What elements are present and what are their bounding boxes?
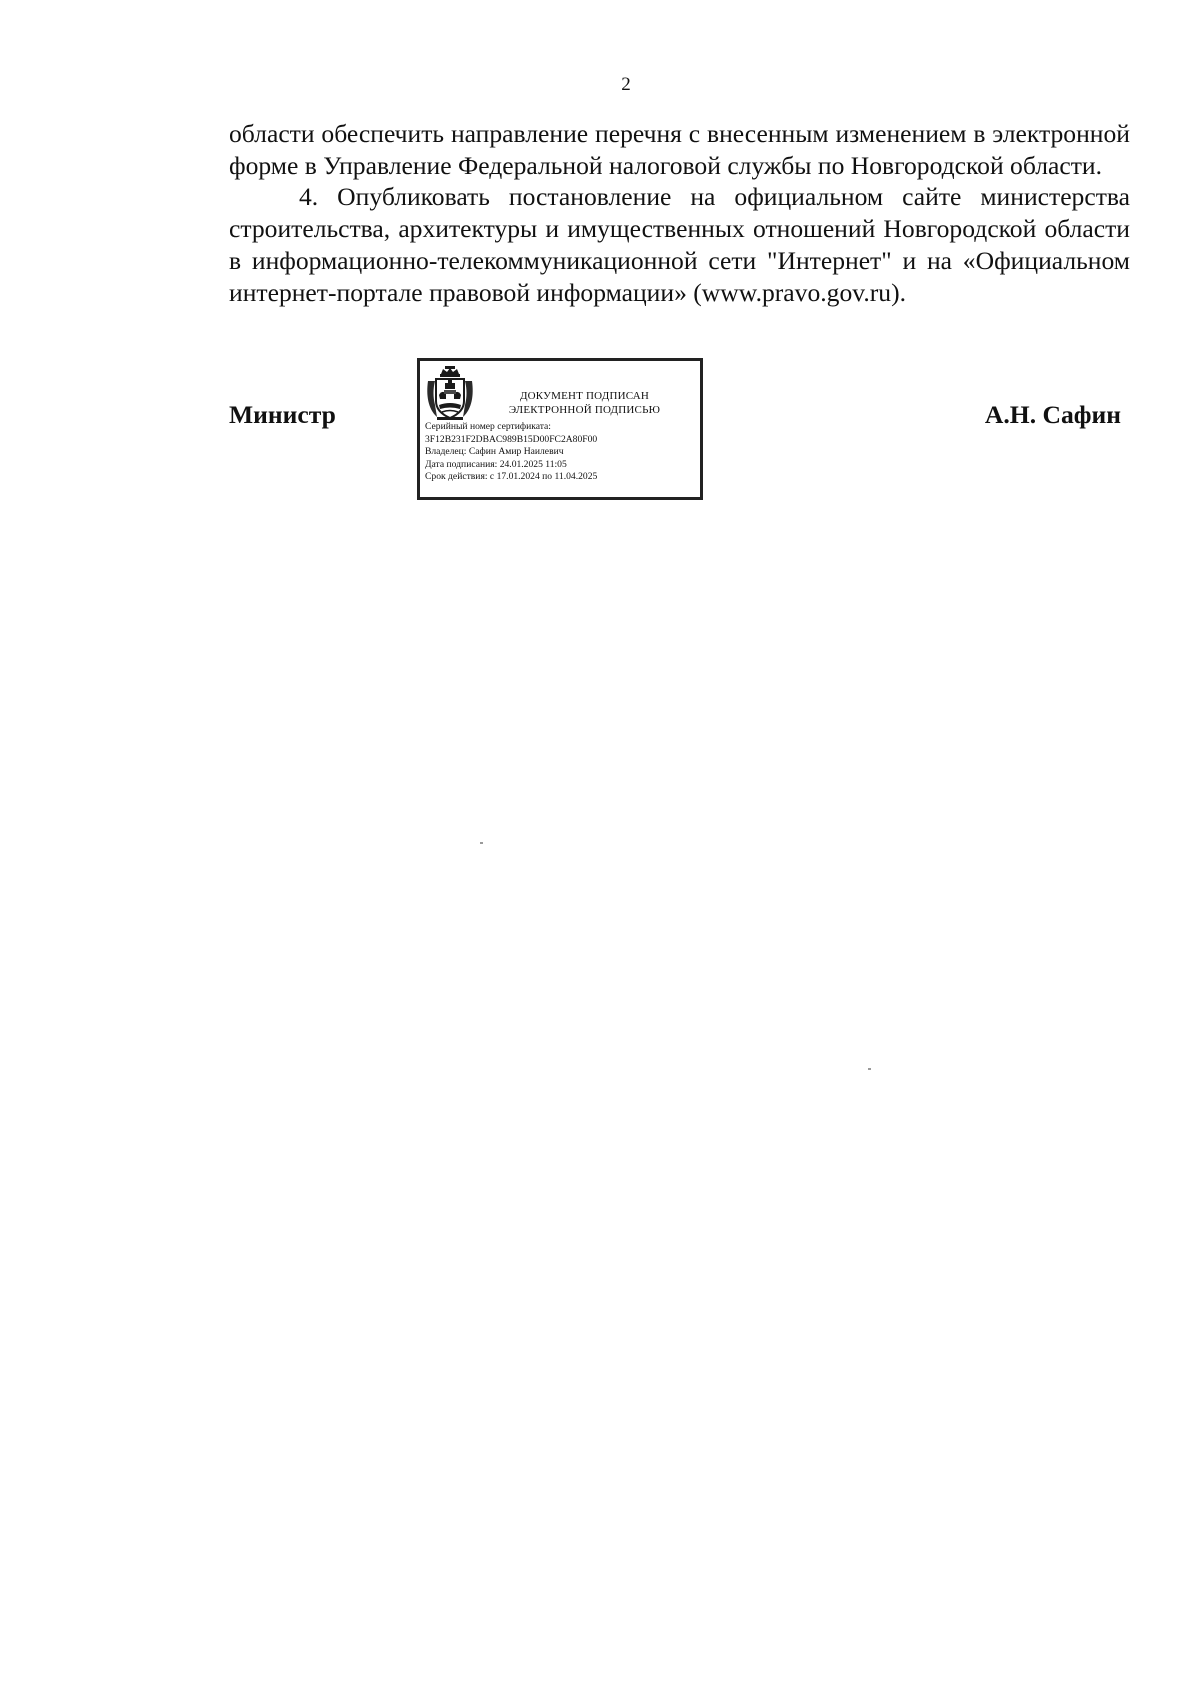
- coat-of-arms-icon: [425, 365, 475, 421]
- stamp-header: [425, 365, 694, 421]
- stamp-title-line-1: ДОКУМЕНТ ПОДПИСАН: [519, 390, 650, 402]
- certificate-serial-value: 3F12B231F2DBAC989B15D00FC2A80F00: [425, 433, 598, 445]
- electronic-signature-stamp: [417, 358, 703, 500]
- certificate-serial-label: Серийный номер сертификата:: [425, 421, 551, 432]
- page-number: 2: [621, 74, 631, 95]
- certificate-owner: Владелец: Сафин Амир Наилевич: [425, 446, 564, 458]
- scan-speck: [868, 1068, 871, 1070]
- paragraph-item-4: 4. Опубликовать постановление на официальном сайте министерства строительства, архитектуры и имущественных отношений Новгородской области в информационно-телекоммуникационной сети "Интернет" и на «Официальном интернет-портале правовой информации» (www.pravo.gov.ru).: [229, 182, 1130, 307]
- signatory-position: Министр: [229, 400, 336, 429]
- paragraph-continuation: области обеспечить направление перечня с внесенным изменением в электронной форме в Управление Федеральной налоговой службы по Новгородской области.: [229, 119, 1130, 180]
- signing-date: Дата подписания: 24.01.2025 11:05: [425, 458, 567, 470]
- stamp-title-line-2: ЭЛЕКТРОННОЙ ПОДПИСЬЮ: [508, 404, 661, 416]
- scan-speck: [480, 842, 483, 844]
- document-body: [229, 118, 1130, 308]
- certificate-validity: Срок действия: с 17.01.2024 по 11.04.2025: [425, 471, 598, 483]
- stamp-title: [475, 365, 694, 417]
- signatory-name: А.Н. Сафин: [984, 400, 1121, 429]
